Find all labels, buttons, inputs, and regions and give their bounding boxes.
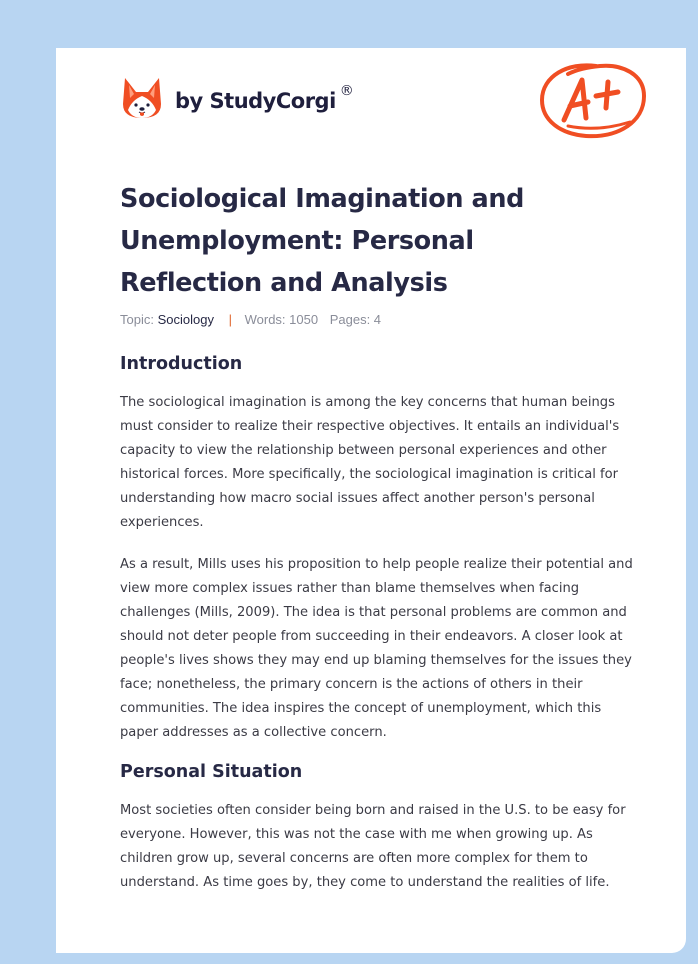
section-heading-introduction: Introduction (120, 354, 243, 374)
corgi-icon (122, 76, 162, 120)
document-card (56, 48, 686, 953)
page-title: Sociological Imagination and Unemployment: Personal Reflection and Analysis (120, 184, 524, 298)
topic-link[interactable]: Sociology (157, 312, 214, 327)
article-meta (120, 312, 381, 327)
word-count: Words: 1050 (244, 312, 319, 327)
page-count: Pages: 4 (329, 312, 382, 327)
studycorgi-logo[interactable] (122, 76, 354, 120)
section-heading-personal-situation: Personal Situation (120, 762, 303, 782)
a-plus-grade-icon (538, 58, 648, 140)
paragraph: Most societies often consider being born and raised in the U.S. to be easy for everyone. However, this was not the case with me when growing up. As children grow up, several concerns are often more complex for them to understand. As time goes by, they come to understand the realities of life. (120, 803, 626, 890)
paragraph: As a result, Mills uses his proposition to help people realize their potential and view more complex issues rather than blame themselves when facing challenges (Mills, 2009). The idea is that personal problems are common and should not deter people from succeeding in their endeavors. A closer look at people's lives shows they may end up blaming themselves for the issues they face; nonetheless, the primary concern is the actions of others in their communities. The idea inspires the concept of unemployment, which this paper addresses as a collective concern. (120, 557, 633, 740)
topic-label: Topic: (120, 312, 154, 327)
registered-mark: ® (339, 83, 354, 99)
meta-separator: | (228, 312, 232, 327)
paragraph: The sociological imagination is among the key concerns that human beings must consider to realize their respective objectives. It entails an individual's capacity to view the relationship between personal experiences and other historical forces. More specifically, the sociological imagination is critical for understanding how macro social issues affect another person's personal experiences. (120, 395, 620, 530)
brand-name: by StudyCorgi (175, 89, 336, 113)
